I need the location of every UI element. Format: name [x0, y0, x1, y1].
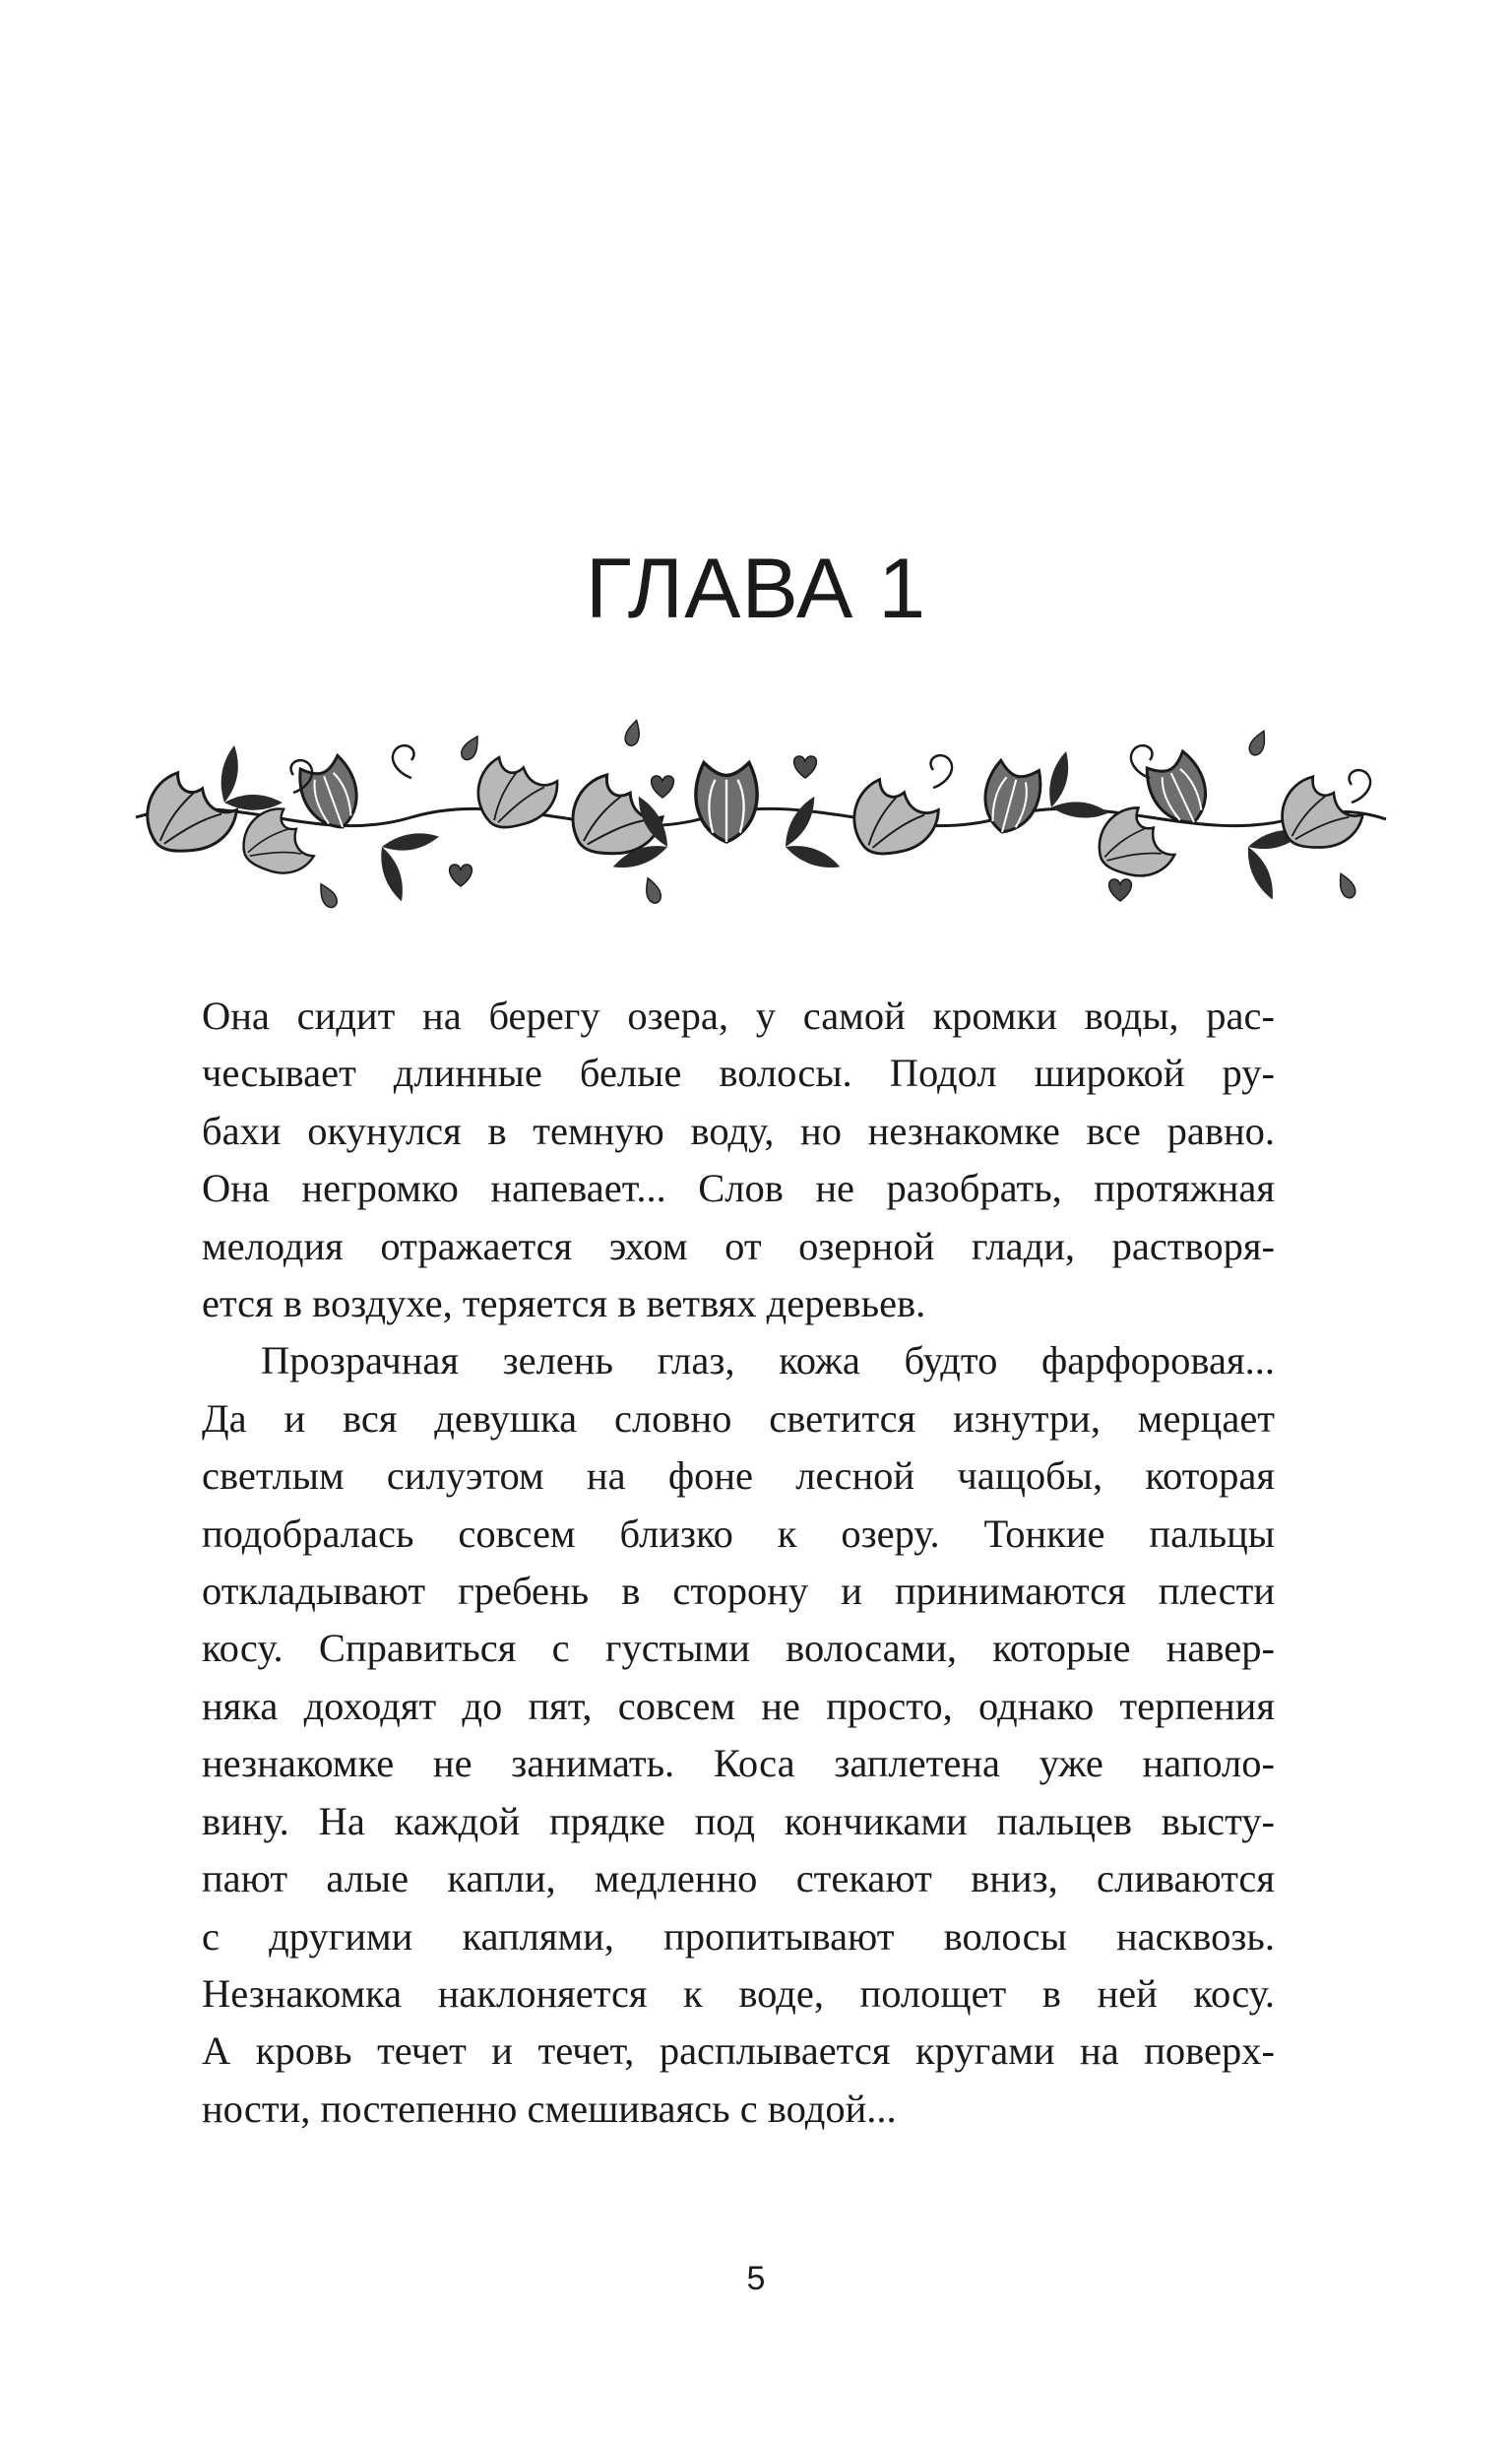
text-line: косу. Справиться с густыми волосами, которые навер-: [202, 1626, 1275, 1671]
paragraph-1: [202, 988, 1275, 1332]
text-line: бахи окунулся в темную воду, но незнакомке все равно.: [202, 1108, 1275, 1153]
text-line: А кровь течет и течет, расплывается кругами на поверх-: [202, 2028, 1275, 2074]
text-line: ности, постепенно смешиваясь с водой...: [202, 2086, 897, 2131]
page-number: 5: [746, 2260, 766, 2297]
text-line: Прозрачная зелень глаз, кожа будто фарфоровая...: [261, 1338, 1275, 1383]
text-line: мелодия отражается эхом от озерной глади, растворя-: [202, 1223, 1275, 1268]
text-line: подобралась совсем близко к озеру. Тонкие пальцы: [202, 1511, 1275, 1556]
chapter-body: [202, 988, 1275, 2138]
text-line: Незнакомка наклоняется к воде, полощет в ней косу.: [202, 1970, 1275, 2016]
floral-border-ornament-icon: [116, 709, 1396, 916]
text-line: ется в воздухе, теряется в ветвях деревьев.: [202, 1281, 926, 1326]
text-line: вину. На каждой прядке под кончиками пальцев высту-: [202, 1798, 1275, 1843]
text-line: Да и вся девушка словно светится изнутри, мерцает: [202, 1395, 1275, 1441]
text-line: пают алые капли, медленно стекают вниз, сливаются: [202, 1856, 1275, 1901]
text-line: светлым силуэтом на фоне лесной чащобы, которая: [202, 1453, 1275, 1499]
text-line: незнакомке не занимать. Коса заплетена уже наполо-: [202, 1741, 1275, 1786]
text-line: чесывает длинные белые волосы. Подол широкой ру-: [202, 1051, 1275, 1096]
text-line: няка доходят до пят, совсем не просто, однако терпения: [202, 1683, 1275, 1728]
text-line: с другими каплями, пропитывают волосы насквозь.: [202, 1913, 1275, 1959]
chapter-title: ГЛАВА 1: [585, 542, 927, 636]
text-line: Она сидит на берегу озера, у самой кромки воды, рас-: [202, 994, 1275, 1038]
text-line: откладывают гребень в сторону и принимаются плести: [202, 1569, 1275, 1614]
paragraph-2: [202, 1332, 1275, 2138]
text-line: Она негромко напевает... Слов не разобрать, протяжная: [202, 1166, 1275, 1211]
